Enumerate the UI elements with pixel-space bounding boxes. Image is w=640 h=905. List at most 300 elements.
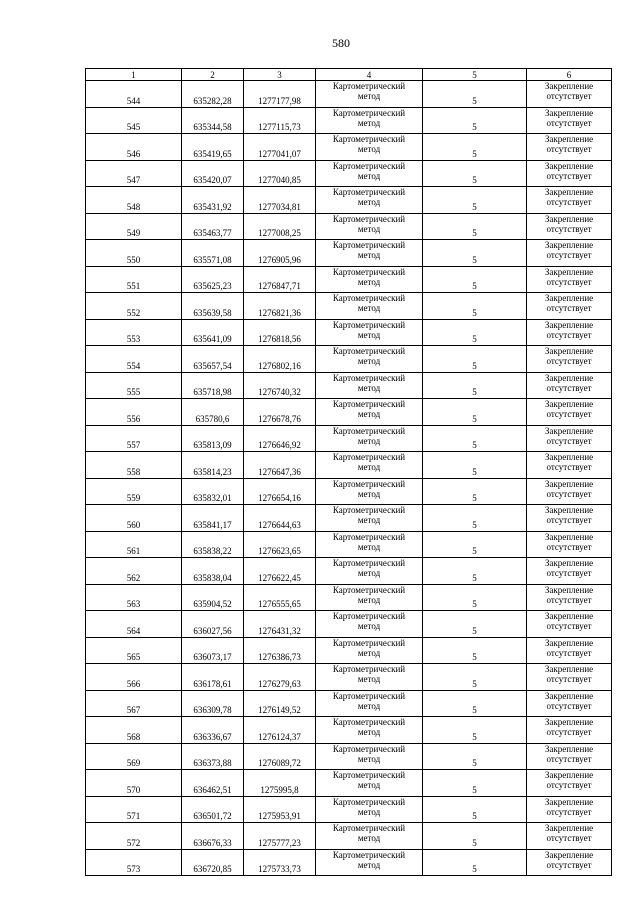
method-text-line: Картометрический	[332, 266, 406, 277]
anchor-text-line: Закрепление	[544, 319, 594, 330]
y-coordinate-cell: 1276646,92	[244, 425, 316, 452]
y-coordinate-cell: 1276678,76	[244, 399, 316, 426]
y-coordinate-cell: 1275733,73	[244, 849, 316, 876]
table-row	[86, 558, 612, 585]
anchor-text-line: отсутствует	[546, 303, 592, 313]
method-text-line: метод	[357, 515, 381, 525]
x-coordinate-cell: 635419,65	[182, 134, 244, 161]
table-row	[86, 531, 612, 558]
method-cell	[316, 399, 423, 426]
method-text-line: метод	[357, 329, 381, 340]
method-cell	[316, 266, 423, 293]
anchor-cell	[527, 266, 612, 293]
y-coordinate-cell: 1277115,73	[244, 107, 316, 134]
accuracy-cell: 5	[423, 372, 527, 399]
table-row	[86, 690, 612, 717]
point-number-cell: 562	[86, 558, 182, 585]
accuracy-cell: 5	[423, 107, 527, 134]
accuracy-cell: 5	[423, 505, 527, 532]
anchor-cell	[527, 690, 612, 717]
anchor-cell	[527, 611, 612, 638]
x-coordinate-cell: 635641,09	[182, 319, 244, 346]
method-text-line: Картометрический	[332, 690, 406, 701]
point-number-cell: 567	[86, 690, 182, 717]
method-cell	[316, 505, 423, 532]
accuracy-cell: 5	[423, 213, 527, 240]
accuracy-cell: 5	[423, 319, 527, 346]
table-row	[86, 425, 612, 452]
y-coordinate-cell: 1276818,56	[244, 319, 316, 346]
method-text-line: Картометрический	[332, 823, 406, 833]
anchor-cell	[527, 558, 612, 585]
table-row	[86, 187, 612, 214]
accuracy-cell: 5	[423, 584, 527, 611]
x-coordinate-cell: 635841,17	[182, 505, 244, 532]
method-cell	[316, 81, 423, 108]
anchor-text-line: Закрепление	[544, 796, 594, 807]
point-number-cell: 558	[86, 452, 182, 479]
accuracy-cell: 5	[423, 743, 527, 770]
method-text-line: метод	[357, 382, 381, 393]
accuracy-cell: 5	[423, 478, 527, 505]
table-row	[86, 452, 612, 479]
anchor-cell	[527, 160, 612, 187]
anchor-text-line: Закрепление	[544, 664, 594, 674]
anchor-text-line: Закрепление	[544, 849, 594, 860]
anchor-text-line: отсутствует	[546, 356, 592, 366]
y-coordinate-cell: 1276089,72	[244, 743, 316, 770]
column-header: 4	[316, 69, 423, 81]
method-text-line: метод	[357, 674, 381, 684]
anchor-text-line: отсутствует	[546, 780, 592, 790]
point-number-cell: 571	[86, 796, 182, 823]
method-text-line: Картометрический	[332, 319, 406, 330]
anchor-cell	[527, 134, 612, 161]
table-row	[86, 160, 612, 187]
y-coordinate-cell: 1276740,32	[244, 372, 316, 399]
anchor-cell	[527, 372, 612, 399]
accuracy-cell: 5	[423, 717, 527, 744]
y-coordinate-cell: 1276821,36	[244, 293, 316, 320]
y-coordinate-cell: 1276654,16	[244, 478, 316, 505]
method-text-line: метод	[357, 197, 381, 207]
point-number-cell: 546	[86, 134, 182, 161]
point-number-cell: 544	[86, 81, 182, 108]
method-text-line: Картометрический	[332, 213, 406, 224]
accuracy-cell: 5	[423, 425, 527, 452]
anchor-cell	[527, 637, 612, 664]
method-text-line: метод	[357, 144, 381, 154]
table-row	[86, 637, 612, 664]
method-text-line: метод	[357, 303, 381, 313]
anchor-text-line: Закрепление	[544, 823, 594, 833]
anchor-text-line: Закрепление	[544, 160, 594, 171]
method-cell	[316, 637, 423, 664]
table-row	[86, 240, 612, 267]
point-number-cell: 561	[86, 531, 182, 558]
anchor-text-line: Закрепление	[544, 584, 594, 595]
x-coordinate-cell: 636676,33	[182, 823, 244, 850]
table-row	[86, 743, 612, 770]
point-number-cell: 547	[86, 160, 182, 187]
method-cell	[316, 346, 423, 373]
anchor-text-line: Закрепление	[544, 531, 594, 542]
accuracy-cell: 5	[423, 293, 527, 320]
accuracy-cell: 5	[423, 770, 527, 797]
accuracy-cell: 5	[423, 266, 527, 293]
method-text-line: Картометрический	[332, 558, 406, 568]
method-cell	[316, 584, 423, 611]
method-cell	[316, 531, 423, 558]
x-coordinate-cell: 636309,78	[182, 690, 244, 717]
point-number-cell: 550	[86, 240, 182, 267]
anchor-cell	[527, 796, 612, 823]
anchor-cell	[527, 743, 612, 770]
anchor-text-line: отсутствует	[546, 409, 592, 419]
column-header: 3	[244, 69, 316, 81]
x-coordinate-cell: 636336,67	[182, 717, 244, 744]
anchor-cell	[527, 478, 612, 505]
point-number-cell: 553	[86, 319, 182, 346]
anchor-text-line: Закрепление	[544, 346, 594, 356]
method-text-line: метод	[357, 409, 381, 419]
method-cell	[316, 372, 423, 399]
point-number-cell: 570	[86, 770, 182, 797]
y-coordinate-cell: 1276431,32	[244, 611, 316, 638]
point-number-cell: 551	[86, 266, 182, 293]
accuracy-cell: 5	[423, 637, 527, 664]
method-text-line: метод	[357, 859, 381, 870]
method-text-line: Картометрический	[332, 452, 406, 462]
method-text-line: метод	[357, 700, 381, 711]
x-coordinate-cell: 635814,23	[182, 452, 244, 479]
anchor-text-line: Закрепление	[544, 770, 594, 780]
accuracy-cell: 5	[423, 399, 527, 426]
point-number-cell: 565	[86, 637, 182, 664]
x-coordinate-cell: 635838,04	[182, 558, 244, 585]
table-row	[86, 81, 612, 108]
point-number-cell: 559	[86, 478, 182, 505]
anchor-text-line: отсутствует	[546, 859, 592, 870]
anchor-text-line: отсутствует	[546, 117, 592, 128]
table-row	[86, 213, 612, 240]
x-coordinate-cell: 635780,6	[182, 399, 244, 426]
anchor-text-line: отсутствует	[546, 435, 592, 446]
method-cell	[316, 478, 423, 505]
method-text-line: Картометрический	[332, 478, 406, 489]
y-coordinate-cell: 1275953,91	[244, 796, 316, 823]
x-coordinate-cell: 635904,52	[182, 584, 244, 611]
anchor-text-line: отсутствует	[546, 276, 592, 287]
anchor-text-line: отсутствует	[546, 568, 592, 578]
point-number-cell: 554	[86, 346, 182, 373]
anchor-text-line: отсутствует	[546, 700, 592, 711]
method-text-line: Картометрический	[332, 531, 406, 542]
method-text-line: Картометрический	[332, 849, 406, 860]
table-body	[86, 81, 612, 876]
y-coordinate-cell: 1276623,65	[244, 531, 316, 558]
anchor-cell	[527, 664, 612, 691]
y-coordinate-cell: 1277041,07	[244, 134, 316, 161]
x-coordinate-cell: 636720,85	[182, 849, 244, 876]
method-text-line: метод	[357, 223, 381, 234]
y-coordinate-cell: 1275777,23	[244, 823, 316, 850]
method-cell	[316, 134, 423, 161]
table-row	[86, 346, 612, 373]
anchor-text-line: отсутствует	[546, 462, 592, 472]
accuracy-cell: 5	[423, 664, 527, 691]
column-header: 6	[527, 69, 612, 81]
method-cell	[316, 770, 423, 797]
column-header: 1	[86, 69, 182, 81]
y-coordinate-cell: 1277177,98	[244, 81, 316, 108]
method-cell	[316, 213, 423, 240]
method-text-line: Картометрический	[332, 717, 406, 727]
anchor-cell	[527, 107, 612, 134]
x-coordinate-cell: 635718,98	[182, 372, 244, 399]
x-coordinate-cell: 636027,56	[182, 611, 244, 638]
anchor-text-line: Закрепление	[544, 293, 594, 303]
y-coordinate-cell: 1276847,71	[244, 266, 316, 293]
anchor-text-line: Закрепление	[544, 240, 594, 250]
anchor-text-line: Закрепление	[544, 637, 594, 648]
anchor-cell	[527, 399, 612, 426]
anchor-text-line: Закрепление	[544, 372, 594, 383]
anchor-text-line: Закрепление	[544, 558, 594, 568]
table-row	[86, 134, 612, 161]
table-row	[86, 770, 612, 797]
method-text-line: Картометрический	[332, 425, 406, 436]
method-cell	[316, 425, 423, 452]
anchor-cell	[527, 531, 612, 558]
method-text-line: Картометрический	[332, 240, 406, 250]
anchor-cell	[527, 187, 612, 214]
anchor-text-line: отсутствует	[546, 488, 592, 499]
method-text-line: метод	[357, 488, 381, 499]
x-coordinate-cell: 636073,17	[182, 637, 244, 664]
anchor-text-line: Закрепление	[544, 452, 594, 462]
y-coordinate-cell: 1275995,8	[244, 770, 316, 797]
anchor-cell	[527, 717, 612, 744]
anchor-text-line: Закрепление	[544, 690, 594, 701]
table-row	[86, 796, 612, 823]
anchor-text-line: отсутствует	[546, 594, 592, 605]
y-coordinate-cell: 1276555,65	[244, 584, 316, 611]
table-row	[86, 399, 612, 426]
anchor-text-line: Закрепление	[544, 187, 594, 197]
y-coordinate-cell: 1276386,73	[244, 637, 316, 664]
anchor-text-line: Закрепление	[544, 611, 594, 621]
method-text-line: метод	[357, 435, 381, 446]
accuracy-cell: 5	[423, 690, 527, 717]
table-row	[86, 849, 612, 876]
accuracy-cell: 5	[423, 240, 527, 267]
anchor-text-line: Закрепление	[544, 213, 594, 224]
point-number-cell: 557	[86, 425, 182, 452]
x-coordinate-cell: 635838,22	[182, 531, 244, 558]
anchor-cell	[527, 452, 612, 479]
table-row	[86, 372, 612, 399]
anchor-cell	[527, 240, 612, 267]
table-row	[86, 266, 612, 293]
method-text-line: метод	[357, 462, 381, 472]
method-text-line: метод	[357, 91, 381, 101]
accuracy-cell: 5	[423, 823, 527, 850]
y-coordinate-cell: 1276279,63	[244, 664, 316, 691]
anchor-text-line: отсутствует	[546, 329, 592, 340]
anchor-text-line: отсутствует	[546, 382, 592, 393]
y-coordinate-cell: 1276905,96	[244, 240, 316, 267]
anchor-text-line: отсутствует	[546, 223, 592, 234]
method-text-line: Картометрический	[332, 637, 406, 648]
point-number-cell: 545	[86, 107, 182, 134]
method-text-line: Картометрический	[332, 743, 406, 754]
method-text-line: метод	[357, 356, 381, 366]
y-coordinate-cell: 1277008,25	[244, 213, 316, 240]
method-cell	[316, 796, 423, 823]
accuracy-cell: 5	[423, 160, 527, 187]
method-text-line: Картометрический	[332, 134, 406, 144]
anchor-text-line: Закрепление	[544, 134, 594, 144]
point-number-cell: 560	[86, 505, 182, 532]
method-text-line: Картометрический	[332, 664, 406, 674]
method-text-line: метод	[357, 727, 381, 737]
point-number-cell: 549	[86, 213, 182, 240]
anchor-text-line: Закрепление	[544, 81, 594, 91]
accuracy-cell: 5	[423, 346, 527, 373]
anchor-cell	[527, 505, 612, 532]
method-cell	[316, 743, 423, 770]
method-cell	[316, 717, 423, 744]
accuracy-cell: 5	[423, 849, 527, 876]
table-row	[86, 823, 612, 850]
table-row	[86, 478, 612, 505]
x-coordinate-cell: 636373,88	[182, 743, 244, 770]
table-row	[86, 505, 612, 532]
anchor-text-line: Закрепление	[544, 399, 594, 409]
y-coordinate-cell: 1276647,36	[244, 452, 316, 479]
method-text-line: Картометрический	[332, 372, 406, 383]
method-text-line: Картометрический	[332, 187, 406, 197]
x-coordinate-cell: 635431,92	[182, 187, 244, 214]
table-header-row	[86, 69, 612, 81]
anchor-text-line: отсутствует	[546, 727, 592, 737]
table-row	[86, 611, 612, 638]
x-coordinate-cell: 635625,23	[182, 266, 244, 293]
method-cell	[316, 558, 423, 585]
anchor-text-line: отсутствует	[546, 144, 592, 154]
anchor-text-line: Закрепление	[544, 505, 594, 515]
anchor-cell	[527, 319, 612, 346]
method-text-line: метод	[357, 833, 381, 843]
anchor-text-line: Закрепление	[544, 743, 594, 754]
anchor-text-line: Закрепление	[544, 107, 594, 118]
anchor-cell	[527, 584, 612, 611]
accuracy-cell: 5	[423, 452, 527, 479]
anchor-cell	[527, 849, 612, 876]
x-coordinate-cell: 635463,77	[182, 213, 244, 240]
method-cell	[316, 160, 423, 187]
accuracy-cell: 5	[423, 81, 527, 108]
x-coordinate-cell: 635344,58	[182, 107, 244, 134]
method-text-line: метод	[357, 621, 381, 631]
method-cell	[316, 293, 423, 320]
point-number-cell: 572	[86, 823, 182, 850]
method-text-line: метод	[357, 276, 381, 287]
y-coordinate-cell: 1277034,81	[244, 187, 316, 214]
anchor-text-line: отсутствует	[546, 806, 592, 817]
anchor-text-line: Закрепление	[544, 266, 594, 277]
point-number-cell: 573	[86, 849, 182, 876]
method-text-line: Картометрический	[332, 107, 406, 118]
accuracy-cell: 5	[423, 187, 527, 214]
accuracy-cell: 5	[423, 611, 527, 638]
anchor-text-line: отсутствует	[546, 91, 592, 101]
x-coordinate-cell: 636462,51	[182, 770, 244, 797]
method-cell	[316, 664, 423, 691]
anchor-text-line: Закрепление	[544, 717, 594, 727]
method-text-line: Картометрический	[332, 505, 406, 515]
method-cell	[316, 611, 423, 638]
x-coordinate-cell: 635282,28	[182, 81, 244, 108]
anchor-cell	[527, 770, 612, 797]
x-coordinate-cell: 635571,08	[182, 240, 244, 267]
anchor-cell	[527, 213, 612, 240]
y-coordinate-cell: 1276149,52	[244, 690, 316, 717]
column-header: 5	[423, 69, 527, 81]
method-text-line: метод	[357, 568, 381, 578]
method-text-line: Картометрический	[332, 81, 406, 91]
method-text-line: метод	[357, 594, 381, 605]
point-number-cell: 556	[86, 399, 182, 426]
y-coordinate-cell: 1276124,37	[244, 717, 316, 744]
y-coordinate-cell: 1276802,16	[244, 346, 316, 373]
table-row	[86, 664, 612, 691]
table-row	[86, 293, 612, 320]
column-header: 2	[182, 69, 244, 81]
method-cell	[316, 240, 423, 267]
method-text-line: метод	[357, 806, 381, 817]
x-coordinate-cell: 635420,07	[182, 160, 244, 187]
method-text-line: метод	[357, 753, 381, 764]
x-coordinate-cell: 635832,01	[182, 478, 244, 505]
method-text-line: метод	[357, 541, 381, 552]
method-cell	[316, 452, 423, 479]
y-coordinate-cell: 1276644,63	[244, 505, 316, 532]
point-number-cell: 548	[86, 187, 182, 214]
method-text-line: Картометрический	[332, 346, 406, 356]
y-coordinate-cell: 1277040,85	[244, 160, 316, 187]
point-number-cell: 568	[86, 717, 182, 744]
anchor-cell	[527, 346, 612, 373]
method-text-line: Картометрический	[332, 399, 406, 409]
page-number: 580	[332, 36, 350, 50]
method-text-line: Картометрический	[332, 293, 406, 303]
point-number-cell: 566	[86, 664, 182, 691]
method-text-line: Картометрический	[332, 796, 406, 807]
anchor-text-line: Закрепление	[544, 425, 594, 436]
anchor-text-line: отсутствует	[546, 541, 592, 552]
anchor-text-line: отсутствует	[546, 674, 592, 684]
coordinates-table	[85, 68, 612, 876]
x-coordinate-cell: 636178,61	[182, 664, 244, 691]
method-cell	[316, 107, 423, 134]
method-text-line: Картометрический	[332, 611, 406, 621]
point-number-cell: 564	[86, 611, 182, 638]
method-cell	[316, 849, 423, 876]
method-cell	[316, 823, 423, 850]
x-coordinate-cell: 635639,58	[182, 293, 244, 320]
